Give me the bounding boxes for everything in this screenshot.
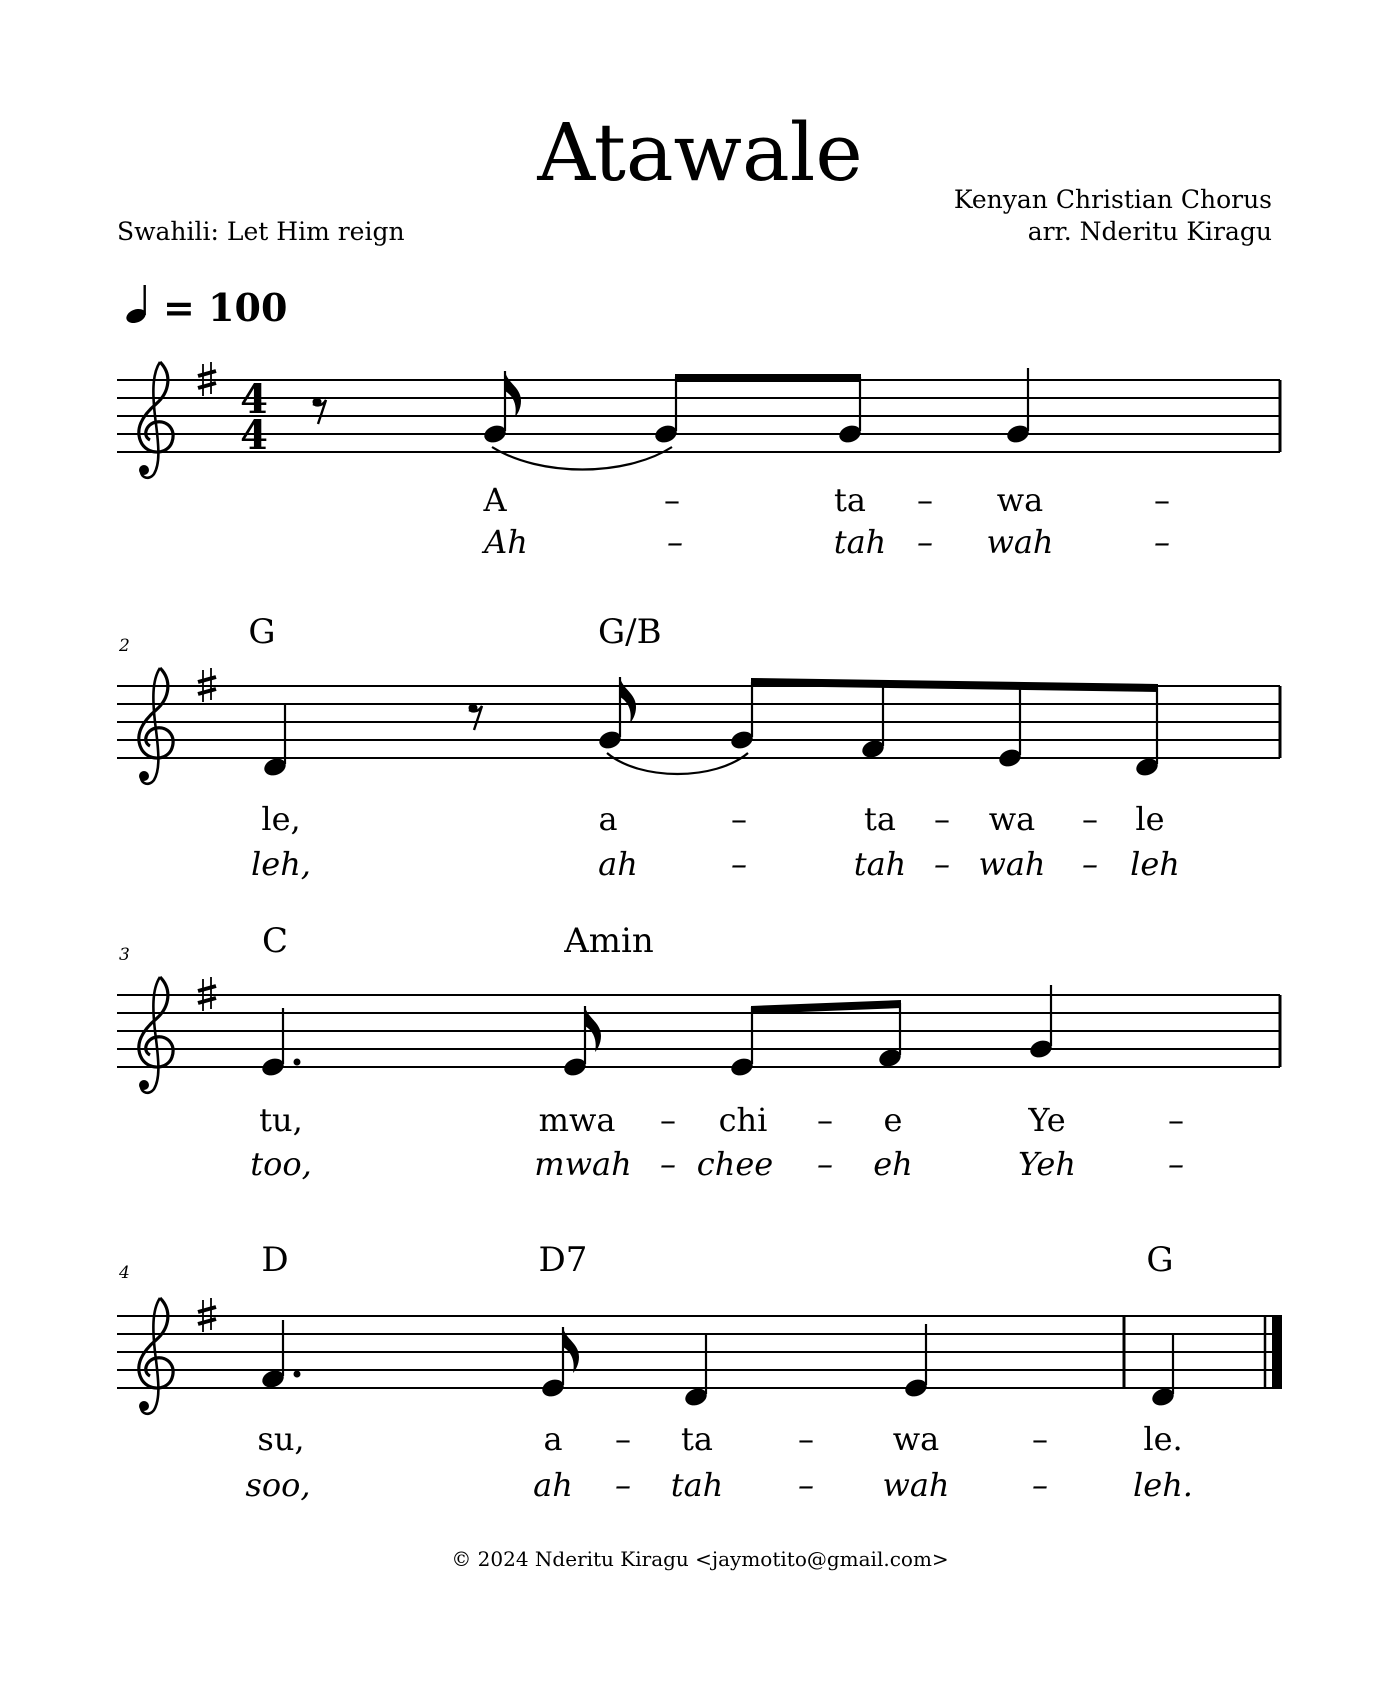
lyric: a xyxy=(598,800,618,838)
pronunciation: Yeh xyxy=(1018,1145,1076,1183)
note xyxy=(997,686,1023,769)
lyric-hyphen: – xyxy=(660,1101,676,1139)
pronunciation-hyphen: – xyxy=(667,523,683,561)
lyric: A xyxy=(483,481,507,519)
pronunciation-hyphen: – xyxy=(934,845,950,883)
eighth-rest-icon xyxy=(469,704,483,731)
pronunciation: tah xyxy=(853,845,907,883)
lyric-hyphen: – xyxy=(664,481,680,519)
pronunciation: mwah xyxy=(534,1145,632,1183)
lyric: wa xyxy=(988,800,1036,838)
pronunciation: chee xyxy=(696,1145,774,1183)
lyric: wa xyxy=(996,481,1044,519)
lyric: le xyxy=(1135,800,1165,838)
lyric-hyphen: – xyxy=(1168,1101,1184,1139)
measure-number: 3 xyxy=(119,945,130,965)
lyric-hyphen: – xyxy=(1032,1420,1048,1458)
lyric-hyphen: – xyxy=(817,1101,833,1139)
chord-symbol: G xyxy=(1146,1240,1174,1280)
lyric: le. xyxy=(1143,1420,1183,1458)
lyric-hyphen: – xyxy=(731,800,747,838)
pronunciation-hyphen: – xyxy=(798,1466,814,1504)
lyric-hyphen: – xyxy=(798,1420,814,1458)
pronunciation: ah xyxy=(533,1466,573,1504)
tie xyxy=(607,753,748,774)
time-sig-numerator: 4 xyxy=(240,376,268,423)
chord-symbol: D xyxy=(261,1240,289,1280)
measure-number: 2 xyxy=(119,636,130,656)
pronunciation: leh. xyxy=(1133,1466,1193,1504)
lyric: a xyxy=(543,1420,563,1458)
pronunciation-hyphen: – xyxy=(1032,1466,1048,1504)
measure-number: 4 xyxy=(119,1263,130,1283)
pronunciation: wah xyxy=(978,845,1046,883)
time-signature xyxy=(240,376,268,459)
tie xyxy=(492,447,672,470)
pronunciation: tah xyxy=(833,523,887,561)
beam xyxy=(675,374,861,382)
pronunciation: Ah xyxy=(484,523,528,561)
pronunciation: leh xyxy=(1130,845,1180,883)
note xyxy=(729,682,755,751)
lyric-hyphen: – xyxy=(615,1420,631,1458)
song-title: Atawale xyxy=(537,106,863,199)
note xyxy=(1134,688,1160,778)
lyric: e xyxy=(883,1101,903,1139)
lyric: ta xyxy=(834,481,866,519)
pronunciation: wah xyxy=(882,1466,950,1504)
lyric-hyphen: – xyxy=(1082,800,1098,838)
lyric: Ye xyxy=(1028,1101,1066,1139)
system-1 xyxy=(117,362,1280,561)
pronunciation-hyphen: – xyxy=(1168,1145,1184,1183)
note xyxy=(260,1320,301,1390)
lyric: ta xyxy=(864,800,896,838)
lyric-hyphen: – xyxy=(1154,481,1170,519)
system-3 xyxy=(117,921,1280,1183)
chord-symbol: Amin xyxy=(564,921,654,961)
note xyxy=(837,377,863,445)
lyric: le, xyxy=(261,800,301,838)
chord-symbol: C xyxy=(261,921,289,961)
pronunciation: too, xyxy=(250,1145,312,1183)
lyric: wa xyxy=(892,1420,940,1458)
pronunciation-hyphen: – xyxy=(817,1145,833,1183)
beam xyxy=(751,1000,901,1014)
time-sig-denominator: 4 xyxy=(240,412,268,459)
lyric-hyphen: – xyxy=(934,800,950,838)
lyric-hyphen: – xyxy=(917,481,933,519)
note xyxy=(1028,985,1054,1060)
copyright-footer: © 2024 Nderitu Kiragu <jaymotito@gmail.com> xyxy=(451,1547,949,1571)
pronunciation: soo, xyxy=(245,1466,311,1504)
eighth-rest-icon xyxy=(313,398,327,425)
pronunciation: tah xyxy=(670,1466,724,1504)
chord-symbol: G/B xyxy=(598,612,662,652)
pronunciation-hyphen: – xyxy=(1082,845,1098,883)
pronunciation-hyphen: – xyxy=(731,845,747,883)
system-4 xyxy=(117,1240,1282,1504)
lyric: mwa xyxy=(538,1101,616,1139)
pronunciation: leh, xyxy=(251,845,311,883)
beam xyxy=(751,678,1158,692)
arranger: arr. Nderitu Kiragu xyxy=(1027,217,1272,246)
staff-lines xyxy=(117,995,1280,1067)
staff-lines xyxy=(117,1316,1280,1388)
lyric: tu, xyxy=(259,1101,303,1139)
lyric: ta xyxy=(681,1420,713,1458)
pronunciation-hyphen: – xyxy=(615,1466,631,1504)
note xyxy=(903,1324,929,1399)
note xyxy=(653,377,679,445)
staff-lines xyxy=(117,380,1280,452)
pronunciation: ah xyxy=(598,845,638,883)
pronunciation: wah xyxy=(986,523,1054,561)
staff-lines xyxy=(117,686,1280,758)
pronunciation-hyphen: – xyxy=(917,523,933,561)
subtitle: Swahili: Let Him reign xyxy=(117,217,405,246)
pronunciation: eh xyxy=(873,1145,913,1183)
pronunciation-hyphen: – xyxy=(660,1145,676,1183)
tempo-value: = 100 xyxy=(163,285,288,330)
pronunciation-hyphen: – xyxy=(1154,523,1170,561)
lyric: chi xyxy=(718,1101,768,1139)
lyric: su, xyxy=(257,1420,305,1458)
chord-symbol: G xyxy=(248,612,276,652)
note xyxy=(729,1007,755,1078)
chord-symbol: D7 xyxy=(538,1240,588,1280)
composer: Kenyan Christian Chorus xyxy=(953,185,1272,214)
system-2 xyxy=(117,612,1280,883)
